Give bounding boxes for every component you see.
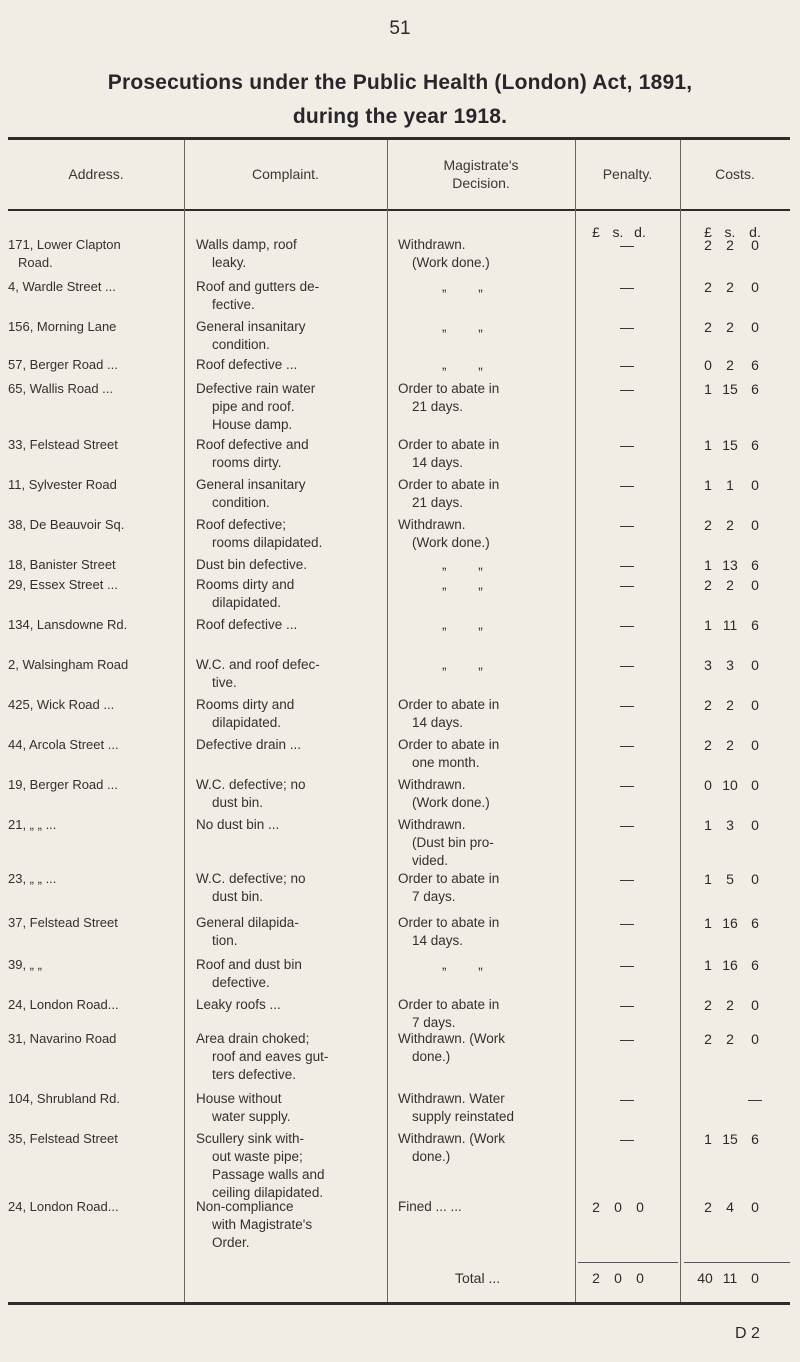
row-decision: „ „ xyxy=(442,357,497,372)
row-costs-pence: 6 xyxy=(751,957,759,973)
row-complaint: Roof defective ... xyxy=(196,357,298,372)
row-complaint: condition. xyxy=(212,495,270,510)
row-address: 18, Banister Street xyxy=(8,557,116,572)
penalty-total-rule xyxy=(578,1262,678,1263)
row-penalty-dash: — xyxy=(620,817,634,833)
header-decision xyxy=(387,156,575,192)
row-costs-pounds: 2 xyxy=(704,279,712,295)
penalty-unit-shillings: s. xyxy=(612,224,624,240)
row-decision: Withdrawn. xyxy=(398,817,466,832)
row-penalty-dash: — xyxy=(620,319,634,335)
row-decision: one month. xyxy=(412,755,480,770)
row-costs-shillings: 2 xyxy=(726,997,734,1013)
row-address: 134, Lansdowne Rd. xyxy=(8,617,128,632)
row-costs-pence: 0 xyxy=(751,657,759,673)
row-decision: Order to abate in xyxy=(398,437,500,452)
row-costs-pounds: 1 xyxy=(704,381,712,397)
column-divider xyxy=(680,140,681,1302)
row-complaint: roof and eaves gut- xyxy=(212,1049,329,1064)
row-complaint: ceiling dilapidated. xyxy=(212,1185,324,1200)
row-complaint: Leaky roofs ... xyxy=(196,997,281,1012)
row-decision: 7 days. xyxy=(412,889,456,904)
row-address: 21, „ „ ... xyxy=(8,817,57,832)
row-address: 104, Shrubland Rd. xyxy=(8,1091,121,1106)
row-costs-pounds: 0 xyxy=(704,357,712,373)
row-costs-pence: 0 xyxy=(751,319,759,335)
row-complaint: Roof and gutters de- xyxy=(196,279,320,294)
row-costs-pence: 6 xyxy=(751,617,759,633)
row-complaint: dust bin. xyxy=(212,889,264,904)
row-costs-pounds: 1 xyxy=(704,557,712,573)
total-costs-pounds: 40 xyxy=(697,1270,713,1286)
row-complaint: W.C. defective; no xyxy=(196,871,306,886)
row-costs-pounds: 1 xyxy=(704,477,712,493)
row-decision: Withdrawn. (Work xyxy=(398,1131,506,1146)
row-address: 156, Morning Lane xyxy=(8,319,117,334)
row-complaint: defective. xyxy=(212,975,270,990)
row-penalty-pence: 0 xyxy=(636,1199,644,1215)
row-costs-dash: — xyxy=(748,1091,762,1107)
title-line-2: during the year 1918. xyxy=(292,105,508,128)
row-address: 29, Essex Street ... xyxy=(8,577,118,592)
row-complaint: House damp. xyxy=(212,417,293,432)
row-decision: supply reinstated xyxy=(412,1109,515,1124)
row-penalty-dash: — xyxy=(620,737,634,753)
row-complaint: Walls damp, roof xyxy=(196,237,297,252)
row-costs-pence: 6 xyxy=(751,437,759,453)
row-complaint: rooms dirty. xyxy=(212,455,282,470)
row-complaint: Roof defective ... xyxy=(196,617,298,632)
row-decision: Withdrawn. xyxy=(398,237,466,252)
row-complaint: dust bin. xyxy=(212,795,264,810)
row-costs-shillings: 2 xyxy=(726,319,734,335)
header-decision-line-2: Decision. xyxy=(452,175,510,191)
row-complaint: Non-compliance xyxy=(196,1199,294,1214)
row-address: 2, Walsingham Road xyxy=(8,657,129,672)
row-penalty-dash: — xyxy=(620,1031,634,1047)
row-penalty-dash: — xyxy=(620,477,634,493)
penalty-unit-pounds: £ xyxy=(592,224,600,240)
row-complaint: dilapidated. xyxy=(212,715,282,730)
row-complaint: Area drain choked; xyxy=(196,1031,310,1046)
row-costs-shillings: 3 xyxy=(726,657,734,673)
row-complaint: Roof and dust bin xyxy=(196,957,302,972)
row-costs-shillings: 16 xyxy=(722,957,738,973)
row-decision: (Work done.) xyxy=(412,795,490,810)
row-costs-shillings: 5 xyxy=(726,871,734,887)
row-costs-pence: 6 xyxy=(751,381,759,397)
row-costs-shillings: 2 xyxy=(726,357,734,373)
row-costs-pounds: 2 xyxy=(704,1199,712,1215)
row-decision: 14 days. xyxy=(412,455,464,470)
row-decision: „ „ xyxy=(442,657,497,672)
row-decision: vided. xyxy=(412,853,449,868)
row-costs-pence: 0 xyxy=(751,817,759,833)
row-costs-pounds: 2 xyxy=(704,697,712,713)
bottom-rule xyxy=(8,1302,790,1305)
row-complaint: Rooms dirty and xyxy=(196,697,295,712)
row-penalty-dash: — xyxy=(620,237,634,253)
row-decision: Withdrawn. xyxy=(398,777,466,792)
row-decision: Withdrawn. xyxy=(398,517,466,532)
row-costs-shillings: 15 xyxy=(722,381,738,397)
row-costs-pence: 6 xyxy=(751,557,759,573)
row-address: 35, Felstead Street xyxy=(8,1131,118,1146)
row-costs-pence: 6 xyxy=(751,1131,759,1147)
row-costs-shillings: 2 xyxy=(726,517,734,533)
row-costs-pounds: 2 xyxy=(704,517,712,533)
row-costs-shillings: 3 xyxy=(726,817,734,833)
row-penalty-dash: — xyxy=(620,381,634,397)
row-costs-pounds: 1 xyxy=(704,437,712,453)
row-penalty-dash: — xyxy=(620,871,634,887)
row-costs-pence: 6 xyxy=(751,357,759,373)
row-complaint: General insanitary xyxy=(196,477,306,492)
row-address: 19, Berger Road ... xyxy=(8,777,118,792)
row-complaint: Defective drain ... xyxy=(196,737,302,752)
row-penalty-dash: — xyxy=(620,279,634,295)
row-address: 425, Wick Road ... xyxy=(8,697,115,712)
costs-unit-pence: d. xyxy=(749,224,761,240)
row-address: 38, De Beauvoir Sq. xyxy=(8,517,125,532)
row-costs-shillings: 2 xyxy=(726,279,734,295)
row-costs-pence: 0 xyxy=(751,1199,759,1215)
row-complaint: tion. xyxy=(212,933,238,948)
row-decision: 21 days. xyxy=(412,495,464,510)
row-complaint: with Magistrate's xyxy=(212,1217,313,1232)
row-decision: Order to abate in xyxy=(398,477,500,492)
row-costs-pence: 6 xyxy=(751,915,759,931)
row-decision: Fined ... ... xyxy=(398,1199,462,1214)
row-decision: Order to abate in xyxy=(398,697,500,712)
row-costs-pounds: 3 xyxy=(704,657,712,673)
row-decision: „ „ xyxy=(442,577,497,592)
row-address: 57, Berger Road ... xyxy=(8,357,118,372)
row-decision: Order to abate in xyxy=(398,871,500,886)
row-complaint: Roof defective and xyxy=(196,437,309,452)
total-costs-shillings: 11 xyxy=(722,1270,738,1286)
row-decision: (Dust bin pro- xyxy=(412,835,494,850)
row-penalty-dash: — xyxy=(620,617,634,633)
row-address: 171, Lower Clapton xyxy=(8,237,121,252)
row-decision: 21 days. xyxy=(412,399,464,414)
row-address: 39, „ „ xyxy=(8,957,42,972)
row-complaint: Passage walls and xyxy=(212,1167,325,1182)
row-address: 31, Navarino Road xyxy=(8,1031,117,1046)
row-costs-pounds: 0 xyxy=(704,777,712,793)
row-complaint: Roof defective; xyxy=(196,517,287,532)
row-decision: Order to abate in xyxy=(398,381,500,396)
row-penalty-dash: — xyxy=(620,577,634,593)
row-costs-pounds: 1 xyxy=(704,871,712,887)
footer-mark: D 2 xyxy=(735,1325,760,1342)
row-decision: 7 days. xyxy=(412,1015,456,1030)
row-costs-shillings: 2 xyxy=(726,237,734,253)
row-complaint: out waste pipe; xyxy=(212,1149,303,1164)
row-costs-pounds: 1 xyxy=(704,915,712,931)
title-line-1: Prosecutions under the Public Health (London) Act, 1891, xyxy=(107,71,693,94)
row-decision: Order to abate in xyxy=(398,915,500,930)
row-penalty-dash: — xyxy=(620,777,634,793)
total-costs-pence: 0 xyxy=(751,1270,759,1286)
row-penalty-dash: — xyxy=(620,657,634,673)
row-complaint: Defective rain water xyxy=(196,381,316,396)
header-costs: Costs. xyxy=(715,166,755,182)
costs-total-rule xyxy=(684,1262,790,1263)
penalty-unit-pence: d. xyxy=(634,224,646,240)
row-penalty-shillings: 0 xyxy=(614,1199,622,1215)
row-costs-pence: 0 xyxy=(751,237,759,253)
total-penalty-pence: 0 xyxy=(636,1270,644,1286)
row-complaint: No dust bin ... xyxy=(196,817,280,832)
row-decision: (Work done.) xyxy=(412,535,490,550)
row-costs-pence: 0 xyxy=(751,517,759,533)
row-costs-pounds: 2 xyxy=(704,319,712,335)
row-complaint: W.C. and roof defec- xyxy=(196,657,320,672)
row-costs-shillings: 4 xyxy=(726,1199,734,1215)
row-complaint: dilapidated. xyxy=(212,595,282,610)
row-penalty-dash: — xyxy=(620,957,634,973)
row-address: 24, London Road... xyxy=(8,1199,119,1214)
header-address: Address. xyxy=(68,166,124,182)
row-decision: „ „ xyxy=(442,957,497,972)
top-rule xyxy=(8,137,790,140)
row-penalty-dash: — xyxy=(620,1091,634,1107)
row-address: 23, „ „ ... xyxy=(8,871,57,886)
row-complaint: fective. xyxy=(212,297,255,312)
row-costs-shillings: 1 xyxy=(726,477,734,493)
column-divider xyxy=(387,140,388,1302)
row-costs-shillings: 10 xyxy=(722,777,738,793)
total-penalty-pounds: 2 xyxy=(592,1270,600,1286)
row-penalty-dash: — xyxy=(620,997,634,1013)
row-costs-pence: 0 xyxy=(751,997,759,1013)
row-costs-pence: 0 xyxy=(751,737,759,753)
row-costs-pounds: 2 xyxy=(704,737,712,753)
total-label: Total ... xyxy=(455,1270,501,1286)
page-number: 51 xyxy=(389,18,411,39)
row-complaint: W.C. defective; no xyxy=(196,777,306,792)
row-complaint: water supply. xyxy=(212,1109,291,1124)
row-address: 11, Sylvester Road xyxy=(8,477,117,492)
row-complaint: General insanitary xyxy=(196,319,306,334)
row-penalty-dash: — xyxy=(620,437,634,453)
row-costs-shillings: 16 xyxy=(722,915,738,931)
row-costs-shillings: 13 xyxy=(722,557,738,573)
row-costs-shillings: 15 xyxy=(722,1131,738,1147)
row-address: 33, Felstead Street xyxy=(8,437,118,452)
row-costs-pence: 0 xyxy=(751,871,759,887)
row-costs-shillings: 2 xyxy=(726,1031,734,1047)
row-costs-pence: 0 xyxy=(751,279,759,295)
row-address: 4, Wardle Street ... xyxy=(8,279,116,294)
row-decision: Withdrawn. (Work xyxy=(398,1031,506,1046)
row-costs-pounds: 1 xyxy=(704,817,712,833)
row-decision: „ „ xyxy=(442,617,497,632)
row-decision: Order to abate in xyxy=(398,737,500,752)
row-costs-shillings: 15 xyxy=(722,437,738,453)
row-costs-shillings: 2 xyxy=(726,577,734,593)
row-address: 44, Arcola Street ... xyxy=(8,737,119,752)
row-penalty-dash: — xyxy=(620,697,634,713)
row-decision: „ „ xyxy=(442,557,497,572)
row-costs-shillings: 2 xyxy=(726,697,734,713)
row-complaint: tive. xyxy=(212,675,237,690)
row-complaint: Scullery sink with- xyxy=(196,1131,305,1146)
row-decision: „ „ xyxy=(442,279,497,294)
row-address: 65, Wallis Road ... xyxy=(8,381,114,396)
row-complaint: ters defective. xyxy=(212,1067,297,1082)
row-penalty-dash: — xyxy=(620,357,634,373)
row-costs-pounds: 2 xyxy=(704,237,712,253)
header-complaint: Complaint. xyxy=(252,166,319,182)
row-costs-pounds: 2 xyxy=(704,997,712,1013)
row-penalty-dash: — xyxy=(620,517,634,533)
row-complaint: House without xyxy=(196,1091,282,1106)
row-complaint: condition. xyxy=(212,337,270,352)
row-decision: 14 days. xyxy=(412,933,464,948)
header-penalty: Penalty. xyxy=(602,166,653,182)
row-costs-pence: 0 xyxy=(751,1031,759,1047)
row-costs-pence: 0 xyxy=(751,697,759,713)
row-penalty-dash: — xyxy=(620,1131,634,1147)
row-costs-pence: 0 xyxy=(751,777,759,793)
page-title xyxy=(0,66,800,134)
row-complaint: pipe and roof. xyxy=(212,399,295,414)
row-penalty-pounds: 2 xyxy=(592,1199,600,1215)
row-penalty-dash: — xyxy=(620,915,634,931)
row-costs-pounds: 2 xyxy=(704,1031,712,1047)
row-complaint: rooms dilapidated. xyxy=(212,535,323,550)
header-decision-line-1: Magistrate's xyxy=(443,157,519,173)
row-costs-pounds: 1 xyxy=(704,617,712,633)
row-decision: „ „ xyxy=(442,319,497,334)
row-complaint: Dust bin defective. xyxy=(196,557,308,572)
total-penalty-shillings: 0 xyxy=(614,1270,622,1286)
row-costs-pounds: 1 xyxy=(704,957,712,973)
row-complaint: General dilapida- xyxy=(196,915,299,930)
row-decision: Withdrawn. Water xyxy=(398,1091,505,1106)
column-divider xyxy=(184,140,185,1302)
row-address: 24, London Road... xyxy=(8,997,119,1012)
row-costs-shillings: 11 xyxy=(722,617,738,633)
row-complaint: leaky. xyxy=(212,255,247,270)
row-decision: Order to abate in xyxy=(398,997,500,1012)
row-costs-pence: 0 xyxy=(751,577,759,593)
row-complaint: Rooms dirty and xyxy=(196,577,295,592)
costs-unit-pounds: £ xyxy=(704,224,712,240)
row-costs-shillings: 2 xyxy=(726,737,734,753)
row-decision: (Work done.) xyxy=(412,255,490,270)
row-costs-pounds: 1 xyxy=(704,1131,712,1147)
row-decision: done.) xyxy=(412,1049,451,1064)
costs-unit-shillings: s. xyxy=(724,224,736,240)
row-costs-pounds: 2 xyxy=(704,577,712,593)
row-complaint: Order. xyxy=(212,1235,250,1250)
header-rule xyxy=(8,209,790,211)
row-penalty-dash: — xyxy=(620,557,634,573)
row-costs-pence: 0 xyxy=(751,477,759,493)
row-decision: done.) xyxy=(412,1149,451,1164)
row-address: Road. xyxy=(18,255,53,270)
row-decision: 14 days. xyxy=(412,715,464,730)
row-address: 37, Felstead Street xyxy=(8,915,118,930)
